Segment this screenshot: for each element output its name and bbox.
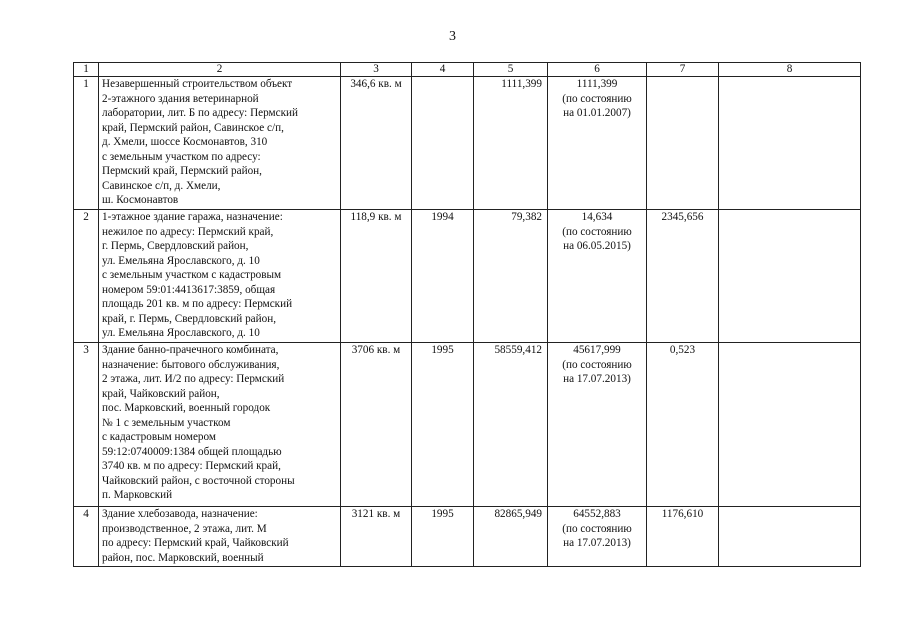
column-header: 5 <box>474 63 548 77</box>
column-header: 2 <box>99 63 341 77</box>
property-year: 1994 <box>412 210 474 343</box>
property-area: 3121 кв. м <box>341 507 412 567</box>
column-header: 1 <box>74 63 99 77</box>
column-8-value <box>719 507 861 567</box>
property-area: 346,6 кв. м <box>341 77 412 210</box>
row-number: 3 <box>74 343 99 507</box>
column-5-value: 82865,949 <box>474 507 548 567</box>
column-7-value: 1176,610 <box>647 507 719 567</box>
column-header: 6 <box>548 63 647 77</box>
column-header: 8 <box>719 63 861 77</box>
table-row <box>74 343 861 507</box>
table-row <box>74 507 861 567</box>
column-6-value: 14,634 (по состоянию на 06.05.2015) <box>548 210 647 343</box>
property-description: Здание хлебозавода, назначение: производственное, 2 этажа, лит. М по адресу: Пермский край, Чайковский район, пос. Марковский, военный <box>99 507 341 567</box>
property-table <box>73 62 861 567</box>
property-year: 1995 <box>412 507 474 567</box>
column-6-value: 1111,399 (по состоянию на 01.01.2007) <box>548 77 647 210</box>
column-5-value: 58559,412 <box>474 343 548 507</box>
page-number: 3 <box>449 29 456 44</box>
column-7-value <box>647 77 719 210</box>
column-7-value: 0,523 <box>647 343 719 507</box>
table-row <box>74 77 861 210</box>
property-description: 1-этажное здание гаража, назначение: нежилое по адресу: Пермский край, г. Пермь, Свердловский район, ул. Емельяна Ярославского, д. 10 с земельным участком с кадастровым номером 59:01:4413617:3859, общая площадь 201 кв. м по адресу: Пермский край, г. Пермь, Свердловский район, ул. Емельяна Ярославского, д. 10 <box>99 210 341 343</box>
property-description: Незавершенный строительством объект 2-этажного здания ветеринарной лаборатории, лит. Б по адресу: Пермский край, Пермский район, Савинское с/п, д. Хмели, шоссе Космонавтов, 310 с земельным участком по адресу: Пермский край, Пермский район, Савинское с/п, д. Хмели, ш. Космонавтов <box>99 77 341 210</box>
property-area: 3706 кв. м <box>341 343 412 507</box>
column-header: 7 <box>647 63 719 77</box>
column-8-value <box>719 77 861 210</box>
column-7-value: 2345,656 <box>647 210 719 343</box>
property-year: 1995 <box>412 343 474 507</box>
row-number: 4 <box>74 507 99 567</box>
column-header: 3 <box>341 63 412 77</box>
table-row <box>74 210 861 343</box>
column-6-value: 64552,883 (по состоянию на 17.07.2013) <box>548 507 647 567</box>
table-header-row <box>74 63 861 77</box>
property-description: Здание банно-прачечного комбината, назначение: бытового обслуживания, 2 этажа, лит. И/2 по адресу: Пермский край, Чайковский район, пос. Марковский, военный городок № 1 с земельным участком с кадастровым номером 59:12:0740009:1384 общей площадью 3740 кв. м по адресу: Пермский край, Чайковский район, с восточной стороны п. Марковский <box>99 343 341 507</box>
column-8-value <box>719 210 861 343</box>
column-5-value: 79,382 <box>474 210 548 343</box>
column-5-value: 1111,399 <box>474 77 548 210</box>
property-year <box>412 77 474 210</box>
property-area: 118,9 кв. м <box>341 210 412 343</box>
column-8-value <box>719 343 861 507</box>
column-header: 4 <box>412 63 474 77</box>
row-number: 2 <box>74 210 99 343</box>
column-6-value: 45617,999 (по состоянию на 17.07.2013) <box>548 343 647 507</box>
row-number: 1 <box>74 77 99 210</box>
